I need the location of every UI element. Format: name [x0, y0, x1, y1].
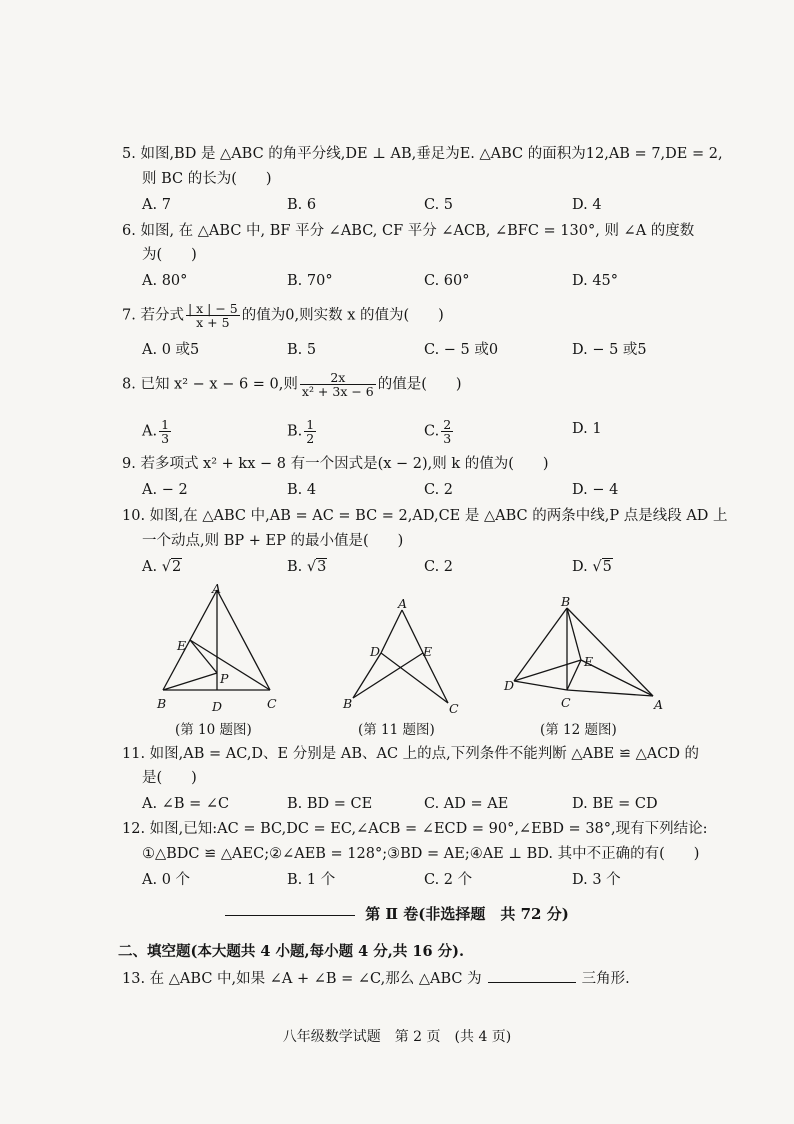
question-8-text: [122, 371, 462, 398]
option-b: B. BD = CE: [287, 796, 373, 812]
option-a: A. 80°: [142, 273, 188, 289]
section-2-title: 第 Ⅱ 卷(非选择题 共 72 分): [0, 903, 794, 924]
question-9-text: 9. 若多项式 x² + kx − 8 有一个因式是(x − 2),则 k 的值为( ): [122, 456, 549, 472]
question-5-text: 5. 如图,BD 是 △ABC 的角平分线,DE ⊥ AB,垂足为E. △ABC 的面积为12,AB = 7,DE = 2,: [122, 146, 723, 162]
option-c: C. 5: [424, 197, 454, 213]
q8-numerator: 2x: [300, 371, 376, 385]
option-c: C. $\frac{2}{3}$: [424, 417, 452, 446]
option-a: A. $\frac{1}{3}$: [142, 417, 170, 446]
option-c: C. 60°: [424, 273, 470, 289]
fig12-label-d: D: [504, 678, 515, 693]
option-a: A. ∠B = ∠C: [142, 796, 230, 812]
question-11-text: 11. 如图,AB = AC,D、E 分别是 AB、AC 上的点,下列条件不能判断 △ABE ≌ △ACD 的: [122, 746, 700, 762]
question-10-options: [142, 556, 662, 578]
question-5-options: [142, 194, 662, 216]
question-5-text-cont: 则 BC 的长为( ): [142, 171, 272, 187]
option-d: D. BE = CD: [572, 796, 658, 812]
fig12-label-c: C: [561, 695, 571, 710]
fig10-label-d: D: [212, 699, 223, 714]
q7-fraction: [186, 302, 240, 329]
answer-blank[interactable]: [488, 968, 576, 983]
fig10-label-a: A: [212, 581, 222, 596]
option-c: C. 2: [424, 559, 454, 575]
q7-prefix: 7. 若分式: [122, 307, 184, 324]
question-11-options: [142, 793, 662, 815]
question-11-text-cont: 是( ): [142, 770, 197, 786]
option-d: D. − 4: [572, 482, 619, 498]
page-footer: 八年级数学试题 第 2 页 (共 4 页): [282, 1029, 512, 1045]
fig11-label-e: E: [423, 644, 433, 659]
option-a: A. − 2: [142, 482, 188, 498]
option-a: A. 0 个: [142, 872, 191, 888]
question-6-options: [142, 270, 662, 292]
q13-suffix: 三角形.: [581, 971, 630, 987]
question-7-text: [122, 302, 444, 329]
option-b: B. 5: [287, 342, 317, 358]
fig11-label-c: C: [449, 701, 459, 716]
figure-11: [353, 610, 448, 703]
part-2-heading: 二、填空题(本大题共 4 小题,每小题 4 分,共 16 分).: [118, 943, 465, 960]
question-7-options: [142, 339, 662, 361]
fig11-label-b: B: [343, 696, 353, 711]
question-10-text: 10. 如图,在 △ABC 中,AB = AC = BC = 2,AD,CE 是 △ABC 的两条中线,P 点是线段 AD 上: [122, 508, 728, 524]
option-d: D. − 5 或5: [572, 342, 647, 358]
fig10-label-e: E: [177, 638, 187, 653]
option-b: B. 4: [287, 482, 317, 498]
fig10-label-c: C: [267, 696, 277, 711]
option-c: C. AD = AE: [424, 796, 509, 812]
question-6-text: 6. 如图, 在 △ABC 中, BF 平分 ∠ABC, CF 平分 ∠ACB, ∠BFC = 130°, 则 ∠A 的度数: [122, 223, 695, 239]
figure-12-caption: (第 12 题图): [540, 722, 617, 738]
option-d: D. 45°: [572, 273, 619, 289]
fig10-label-p: P: [220, 671, 229, 686]
option-b: B. 1 个: [287, 872, 336, 888]
figure-12: [514, 608, 653, 696]
option-a: A. 0 或5: [142, 342, 200, 358]
question-12-options: [142, 869, 662, 891]
fig11-label-d: D: [370, 644, 381, 659]
option-d: D. 1: [572, 421, 602, 437]
q13-prefix: 13. 在 △ABC 中,如果 ∠A + ∠B = ∠C,那么 △ABC 为: [122, 971, 482, 987]
question-8-options: [142, 417, 662, 446]
fig10-label-b: B: [157, 696, 167, 711]
q8-prefix: 8. 已知 x² − x − 6 = 0,则: [122, 376, 298, 393]
q7-suffix: 的值为0,则实数 x 的值为( ): [241, 307, 444, 324]
fig12-label-a: A: [654, 697, 664, 712]
option-c: C. 2: [424, 482, 454, 498]
q7-numerator: | x | − 5: [187, 301, 238, 316]
q8-denominator: x² + 3x − 6: [301, 384, 374, 399]
option-b: B. √3: [287, 559, 327, 575]
option-b: B. $\frac{1}{2}$: [287, 417, 315, 446]
q8-fraction: [300, 371, 376, 398]
q8-suffix: 的值是( ): [377, 376, 462, 393]
figure-11-caption: (第 11 题图): [358, 722, 435, 738]
option-c: C. 2 个: [424, 872, 473, 888]
geometry-figures: [0, 580, 794, 720]
question-12-text-cont: ①△BDC ≌ △AEC;②∠AEB = 128°;③BD = AE;④AE ⊥ BD. 其中不正确的有( ): [142, 846, 700, 862]
figure-10-caption: (第 10 题图): [175, 722, 252, 738]
option-a: A. 7: [142, 197, 171, 213]
option-b: B. 6: [287, 197, 317, 213]
option-b: B. 70°: [287, 273, 333, 289]
option-d: D. 4: [572, 197, 602, 213]
question-13-text: [122, 968, 630, 990]
fig12-label-b: B: [561, 594, 571, 609]
option-c: C. − 5 或0: [424, 342, 499, 358]
section-rule: [225, 915, 355, 916]
question-10-text-cont: 一个动点,则 BP + EP 的最小值是( ): [142, 533, 404, 549]
option-d: D. 3 个: [572, 872, 621, 888]
q7-denominator: x + 5: [196, 315, 230, 330]
question-9-options: [142, 479, 662, 501]
option-d: D. √5: [572, 559, 612, 575]
option-a: A. √2: [142, 559, 182, 575]
fig12-label-e: E: [584, 654, 594, 669]
question-6-text-cont: 为( ): [142, 247, 197, 263]
fig11-label-a: A: [398, 596, 408, 611]
question-12-text: 12. 如图,已知:AC = BC,DC = EC,∠ACB = ∠ECD = 90°,∠EBD = 38°,现有下列结论:: [122, 821, 708, 837]
